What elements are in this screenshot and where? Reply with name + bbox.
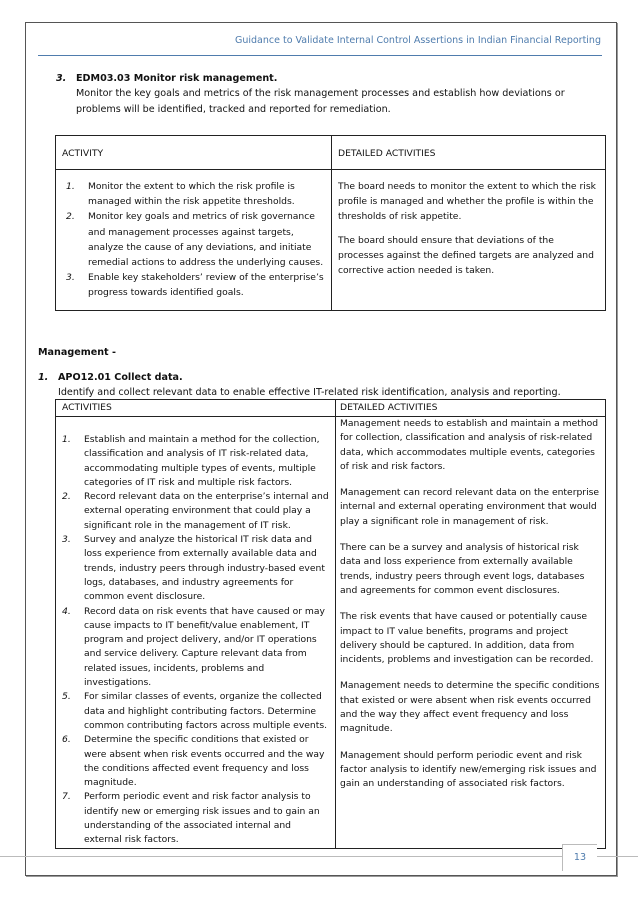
detail-paragraph: Management needs to establish and maintain a method for collection, classification and analysis of risk-related data, which accommodates multiple events, categories of risk and risk factors. bbox=[340, 418, 599, 472]
detail-paragraph: The risk events that have caused or potentially cause impact to IT value benefits, programs and project delivery should be captured. In addition, data from incidents, problems and investigation can be recorded. bbox=[340, 611, 594, 666]
list-item: 3. Enable key stakeholders’ review of the enterprise’s progress towards identified goals. bbox=[66, 272, 324, 299]
table-header-activity: ACTIVITY bbox=[56, 136, 332, 170]
page-number: 13 bbox=[562, 844, 597, 871]
activity-list bbox=[66, 179, 325, 301]
section-description: Monitor the key goals and metrics of the risk management processes and establish how deviations or problems will be identified, tracked and reported for remediation. bbox=[76, 88, 565, 115]
section-description: Identify and collect relevant data to enable effective IT-related risk identification, analysis and reporting. bbox=[58, 387, 561, 399]
header-divider bbox=[38, 55, 602, 56]
detail-cell bbox=[332, 170, 606, 311]
section-apo12 bbox=[38, 370, 598, 401]
activity-list-cell bbox=[56, 417, 336, 849]
detail-cell bbox=[336, 417, 606, 849]
detail-paragraph: Management should perform periodic event and risk factor analysis to identify new/emerging risk issues and gain an understanding of associated risk factors. bbox=[340, 749, 597, 790]
section-number: 1. bbox=[38, 372, 49, 383]
list-item: 2. Monitor key goals and metrics of risk governance and management processes against targets, analyze the cause of any deviations, and initiate remedial actions to address the underlying causes. bbox=[66, 211, 324, 269]
section-number: 3. bbox=[56, 73, 67, 84]
list-item: 4. Record data on risk events that have caused or may cause impacts to IT benefit/value enablement, IT program and project delivery, and/or IT operations and service delivery. Capture relevant data from related issues, incidents, problems and investigations. bbox=[62, 605, 325, 689]
footer-divider bbox=[0, 856, 638, 857]
detail-paragraph: The board should ensure that deviations of the processes against the defined targets are analyzed and corrective action needed is taken. bbox=[338, 234, 594, 277]
list-item: 7. Perform periodic event and risk factor analysis to identify new or emerging risk issues and to gain an understanding of the associated internal and external risk factors. bbox=[62, 791, 320, 846]
list-item: 3. Survey and analyze the historical IT risk data and loss experience from externally available data and trends, industry peers through industry-based event logs, databases, and industry agreements for common event disclosure. bbox=[62, 534, 325, 603]
detail-paragraph: Management needs to determine the specific conditions that existed or were absent when risk events occurred and the way they affect event frequency and loss magnitude. bbox=[340, 680, 600, 735]
detail-paragraph: The board needs to monitor the extent to which the risk profile is managed and whether the profile is within the thresholds of risk appetite. bbox=[338, 181, 596, 223]
detail-paragraph: Management can record relevant data on the enterprise internal and external operating environment that would play a significant role in management of risk. bbox=[340, 487, 600, 527]
section-title: EDM03.03 Monitor risk management. bbox=[76, 73, 278, 84]
list-item: 6. Determine the specific conditions that existed or were absent when risk events occurred and the way the conditions affected event frequency and loss magnitude. bbox=[62, 734, 325, 789]
section-edm03 bbox=[56, 71, 596, 117]
detail-paragraph: There can be a survey and analysis of historical risk data and loss experience from externally available trends, industry peers through event logs, databases and agreements for common event disclosures. bbox=[340, 542, 585, 596]
list-item: 5. For similar classes of events, organize the collected data and highlight contributing factors. Determine common contributing factors across multiple events. bbox=[62, 691, 328, 731]
table-header-activities: ACTIVITIES bbox=[56, 400, 336, 417]
list-item: 1. Establish and maintain a method for the collection, classification and analysis of IT risk-related data, accommodating multiple types of events, multiple categories of IT risk and multiple risk factors. bbox=[62, 434, 320, 488]
activity-list-cell bbox=[56, 170, 332, 311]
activity-table-1 bbox=[55, 135, 606, 311]
page-header-title: Guidance to Validate Internal Control Assertions in Indian Financial Reporting bbox=[235, 35, 601, 46]
list-item: 2. Record relevant data on the enterprise’s internal and external operating environment that could play a significant role in the management of IT risk. bbox=[62, 491, 329, 531]
section-title: APO12.01 Collect data. bbox=[58, 372, 183, 383]
activity-table-2 bbox=[55, 399, 606, 849]
table-header-detailed: DETAILED ACTIVITIES bbox=[336, 400, 606, 417]
table-header-detailed: DETAILED ACTIVITIES bbox=[332, 136, 606, 170]
list-item: 1. Monitor the extent to which the risk profile is managed within the risk appetite thresholds. bbox=[66, 181, 295, 208]
management-label: Management - bbox=[38, 347, 116, 358]
activity-list bbox=[62, 433, 329, 848]
